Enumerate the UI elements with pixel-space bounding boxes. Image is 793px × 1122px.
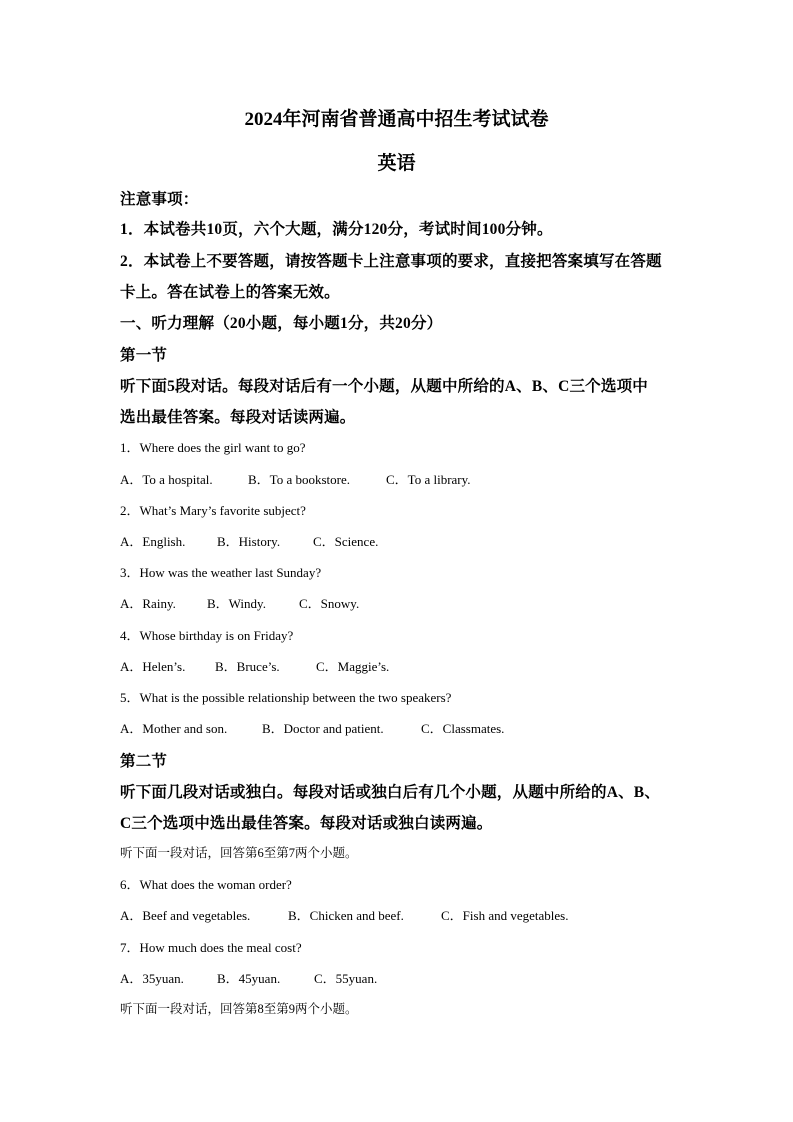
option-b: B．To a bookstore. (248, 472, 350, 487)
option-a: A．Beef and vegetables. (120, 908, 251, 923)
option-b: B．Bruce’s. (215, 659, 280, 674)
section-2-instruction-line-2: C三个选项中选出最佳答案。每段对话或独白读两遍。 (120, 815, 493, 832)
question-5-options (120, 718, 504, 737)
option-b: B．Chicken and beef. (288, 908, 404, 923)
option-c: C．Snowy. (299, 596, 360, 611)
option-c: C．Science. (313, 534, 379, 549)
question-4-options (120, 656, 389, 675)
option-c: C．Fish and vegetables. (441, 908, 569, 923)
exam-title: 2024年河南省普通高中招生考试试卷 (244, 109, 549, 130)
option-a: A．35yuan. (120, 971, 184, 986)
option-b: B．45yuan. (217, 971, 281, 986)
question-4: 4．Whose birthday is on Friday? (120, 628, 294, 643)
question-3-options (120, 593, 359, 612)
section-1-instruction-line-1: 听下面5段对话。每段对话后有一个小题，从题中所给的A、B、C三个选项中 (120, 378, 648, 395)
option-c: C．Maggie’s. (316, 659, 390, 674)
notice-item-1: 1．本试卷共10页，六个大题，满分120分，考试时间100分钟。 (120, 221, 553, 238)
notice-heading: 注意事项： (120, 191, 199, 208)
question-6: 6．What does the woman order? (120, 877, 292, 892)
option-a: A．Helen’s. (120, 659, 186, 674)
question-6-options (120, 905, 568, 924)
question-1: 1．Where does the girl want to go? (120, 440, 306, 455)
question-7: 7．How much does the meal cost? (120, 940, 302, 955)
option-b: B．History. (217, 534, 281, 549)
section-1-instruction-line-2: 选出最佳答案。每段对话读两遍。 (120, 409, 356, 426)
option-b: B．Doctor and patient. (262, 721, 384, 736)
question-2: 2．What’s Mary’s favorite subject? (120, 503, 306, 518)
option-c: C．To a library. (386, 472, 471, 487)
question-2-options (120, 531, 378, 550)
notice-item-2-line-1: 2．本试卷上不要答题，请按答题卡上注意事项的要求，直接把答案填写在答题 (120, 253, 662, 270)
question-1-options (120, 469, 471, 488)
subject-title: 英语 (377, 153, 416, 174)
option-c: C．Classmates. (421, 721, 505, 736)
option-a: A．To a hospital. (120, 472, 213, 487)
part-1-heading: 一、听力理解（20小题，每小题1分，共20分） (120, 315, 443, 332)
option-b: B．Windy. (207, 596, 266, 611)
section-1-heading: 第一节 (120, 347, 168, 364)
option-c: C．55yuan. (314, 971, 378, 986)
question-5: 5．What is the possible relationship between the two speakers? (120, 690, 452, 705)
question-7-options (120, 968, 377, 987)
section-2-heading: 第二节 (120, 753, 168, 770)
option-a: A．Rainy. (120, 596, 176, 611)
dialogue-instruction-8-9: 听下面一段对话，回答第8至第9两个小题。 (120, 1002, 358, 1016)
option-a: A．English. (120, 534, 186, 549)
section-2-instruction-line-1: 听下面几段对话或独白。每段对话或独白后有几个小题，从题中所给的A、B、 (120, 784, 661, 801)
question-3: 3．How was the weather last Sunday? (120, 565, 322, 580)
dialogue-instruction-6-7: 听下面一段对话，回答第6至第7两个小题。 (120, 846, 358, 860)
notice-item-2-line-2: 卡上。答在试卷上的答案无效。 (120, 284, 340, 301)
option-a: A．Mother and son. (120, 721, 228, 736)
